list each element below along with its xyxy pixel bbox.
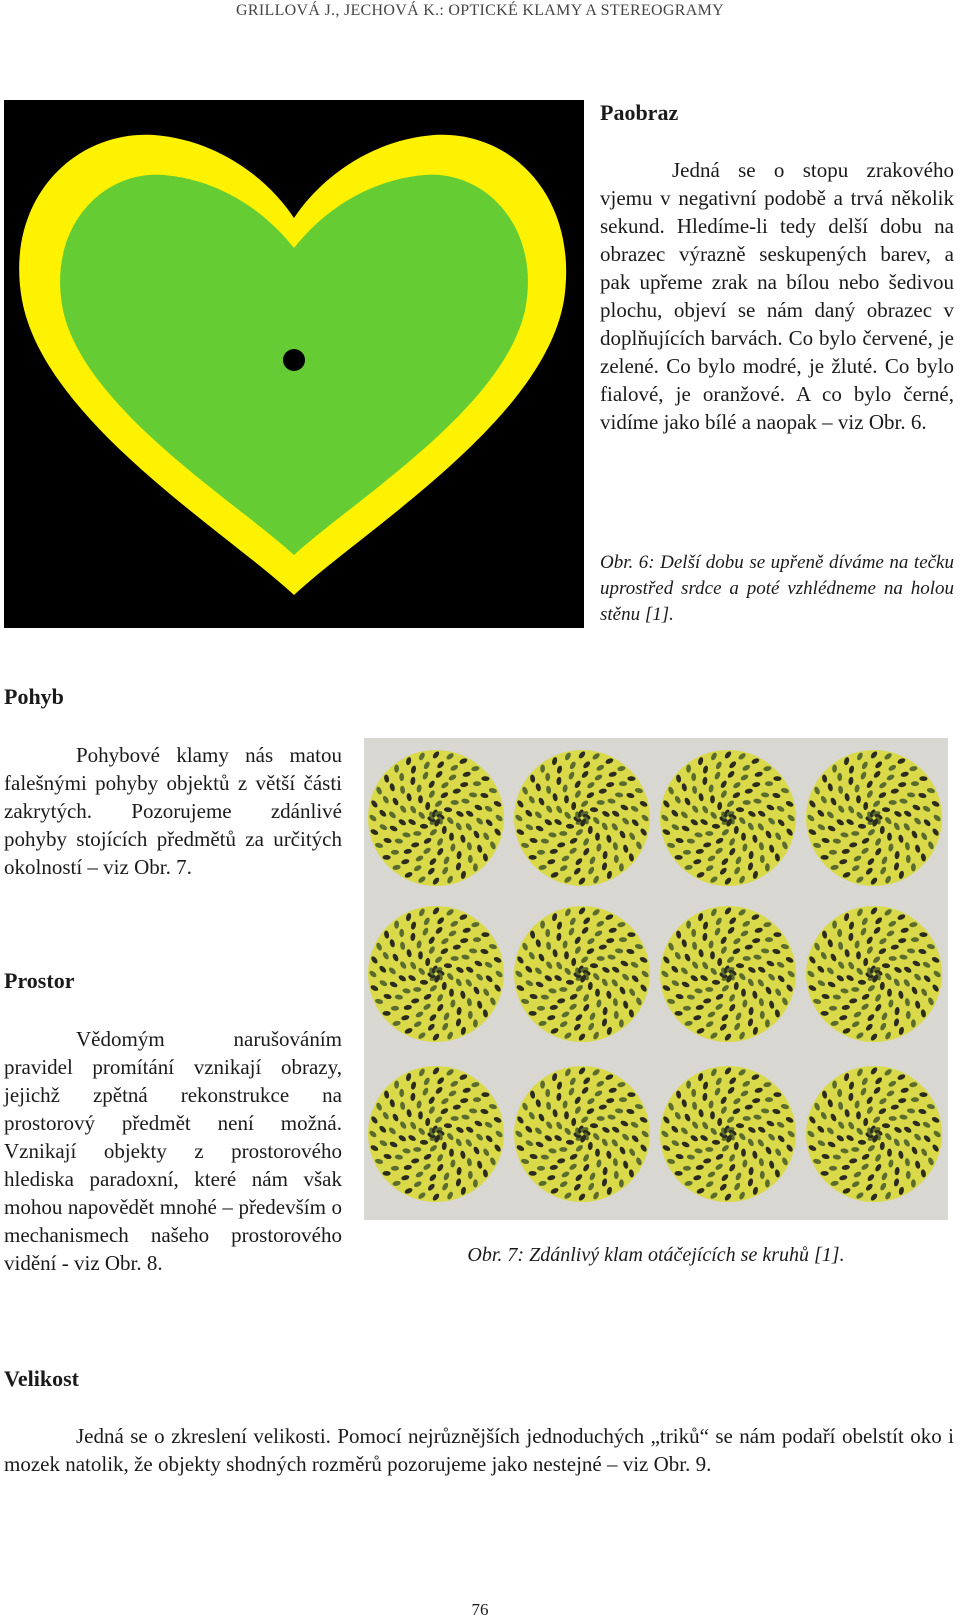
rotating-disc	[660, 1066, 796, 1202]
paragraph-prostor: Vědomým narušováním pravidel promítání vznikají obrazy, jejichž zpětná rekonstrukce na prostorový předmět není možná. Vznikají objekty z prostorového hlediska paradoxní, které nám však mohou napovědět mnohé – především o mechanismech našeho prostorového vidění - viz Obr. 8.	[4, 1027, 342, 1275]
figure-6-heart	[4, 100, 584, 628]
rotating-disc	[514, 906, 650, 1042]
figure-7-rotating-circles	[364, 738, 948, 1220]
heading-paobraz: Paobraz	[600, 100, 679, 125]
caption-figure-6: Obr. 6: Delší dobu se upřeně díváme na tečku uprostřed srdce a poté vzhlédneme na holou stěnu [1].	[600, 552, 954, 625]
rotating-disc	[806, 750, 942, 886]
rotating-disc	[660, 906, 796, 1042]
rotating-disc	[514, 750, 650, 886]
rotating-disc	[514, 1066, 650, 1202]
heart-illustration	[4, 100, 584, 628]
paragraph-velikost: Jedná se o zkreslení velikosti. Pomocí nejrůznějších jednoduchých „triků“ se nám podaří obelstít oko i mozek natolik, že objekty shodných rozměrů pozorujeme jako nestejné – viz Obr. 9.	[4, 1424, 954, 1476]
paragraph-pohyb: Pohybové klamy nás matou falešnými pohyby objektů z větší části zakrytých. Pozorujeme zdánlivé pohyby stojících předmětů za určitých okolností – viz Obr. 7.	[4, 743, 342, 879]
page-number: 76	[471, 1600, 489, 1619]
rotating-disc	[806, 1066, 942, 1202]
rotating-disc	[368, 1066, 504, 1202]
rotating-disc	[660, 750, 796, 886]
rotating-disc	[806, 906, 942, 1042]
heading-pohyb: Pohyb	[4, 684, 64, 709]
rotating-disc	[368, 906, 504, 1042]
rotating-disc	[368, 750, 504, 886]
heading-velikost: Velikost	[4, 1366, 79, 1391]
rotating-circles-illustration	[364, 738, 948, 1220]
fixation-dot	[283, 349, 305, 371]
paragraph-paobraz: Jedná se o stopu zrakového vjemu v negativní podobě a trvá několik sekund. Hledíme-li tedy delší dobu na obrazec výrazně seskupených barev, a pak upřeme zrak na bílou nebo šedivou plochu, objeví se nám daný obrazec v doplňujících barvách. Co bylo červené, je zelené. Co bylo modré, je žluté. Co bylo fialové, je oranžové. A co bylo černé, vidíme jako bílé a naopak – viz Obr. 6.	[600, 158, 954, 434]
running-header: GRILLOVÁ J., JECHOVÁ K.: OPTICKÉ KLAMY A STEREOGRAMY	[236, 2, 724, 19]
caption-figure-7: Obr. 7: Zdánlivý klam otáčejících se kruhů [1].	[467, 1244, 845, 1266]
heading-prostor: Prostor	[4, 968, 75, 993]
